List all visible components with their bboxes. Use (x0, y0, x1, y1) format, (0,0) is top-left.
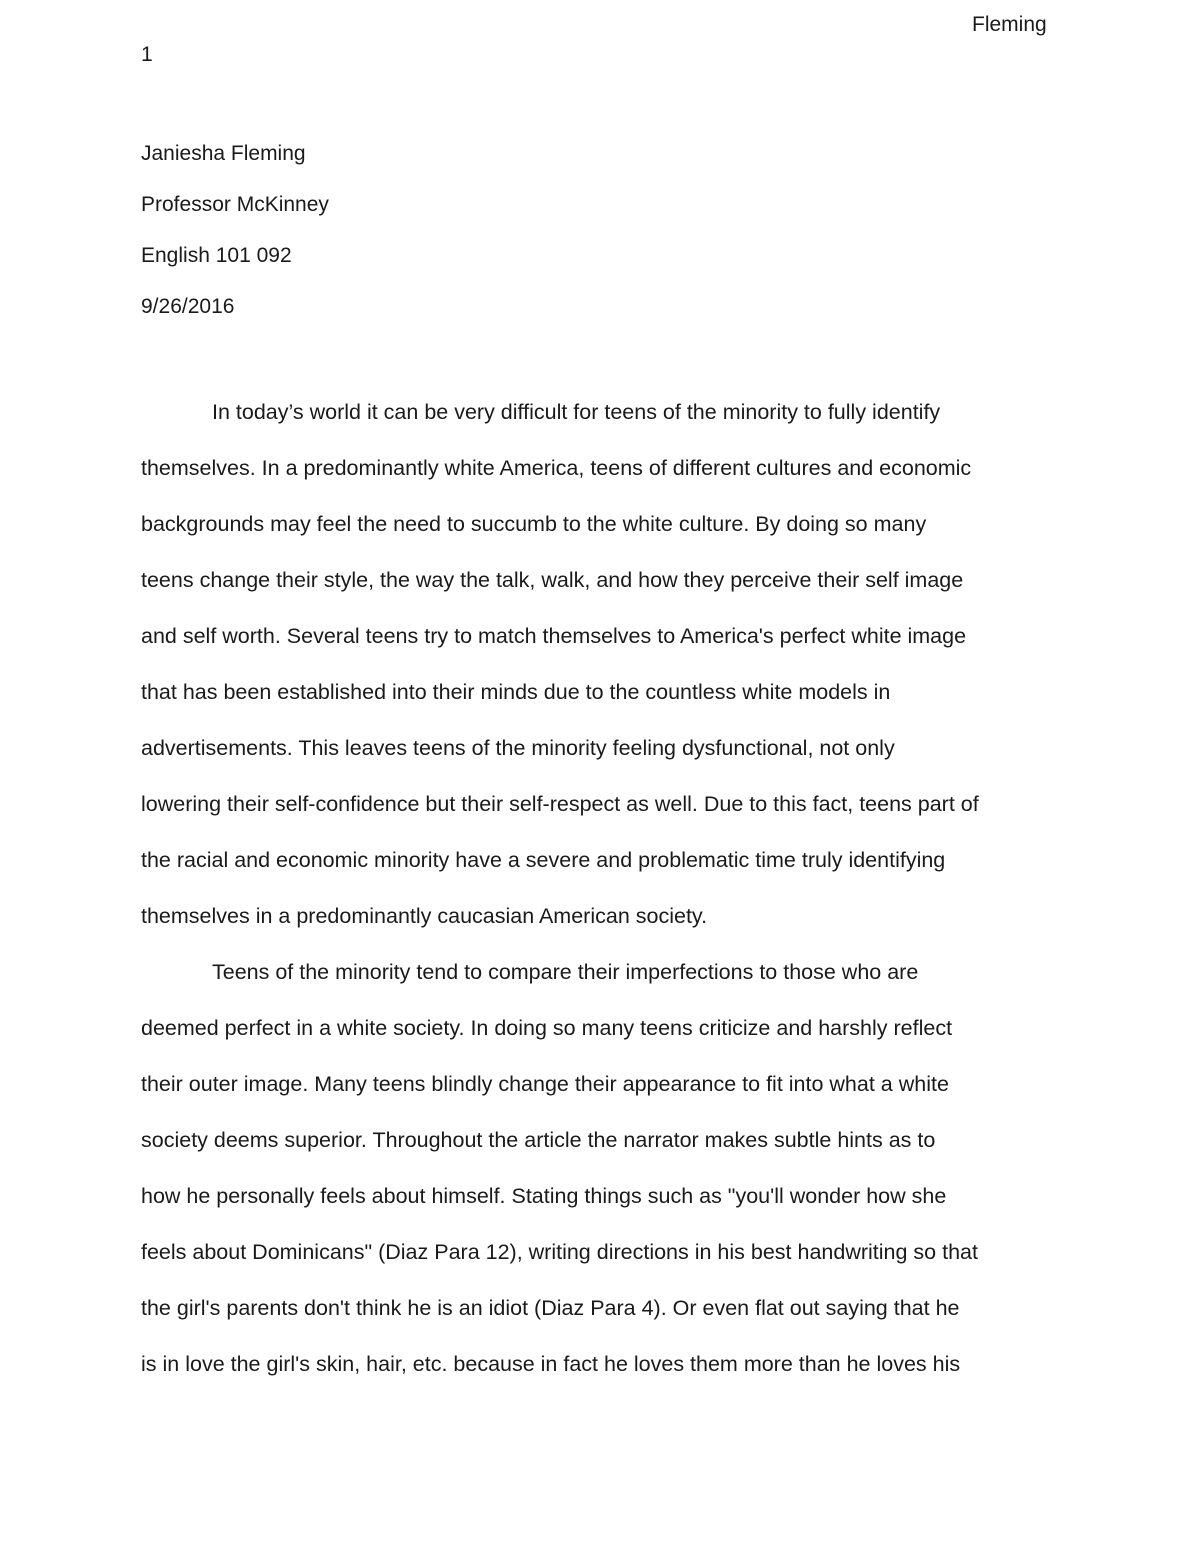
paragraph-1-line: backgrounds may feel the need to succumb to the white culture. By doing so many (141, 512, 927, 536)
page-number: 1 (141, 43, 153, 66)
professor-name: Professor McKinney (141, 193, 329, 216)
paragraph-1-line: teens change their style, the way the talk, walk, and how they perceive their self image (141, 568, 964, 592)
paragraph-2-line: the girl's parents don't think he is an idiot (Diaz Para 4). Or even flat out saying that he (141, 1296, 960, 1320)
paragraph-1-line: and self worth. Several teens try to match themselves to America's perfect white image (141, 624, 967, 648)
student-name: Janiesha Fleming (141, 142, 306, 165)
essay-body (141, 398, 1081, 1406)
paragraph-2-line: is in love the girl's skin, hair, etc. because in fact he loves them more than he loves his (141, 1352, 961, 1376)
paragraph-1-line: themselves in a predominantly caucasian American society. (141, 904, 708, 928)
paragraph-2-line: their outer image. Many teens blindly change their appearance to fit into what a white (141, 1072, 949, 1096)
paragraph-2-line: society deems superior. Throughout the article the narrator makes subtle hints as to (141, 1128, 936, 1152)
paragraph-1-line: themselves. In a predominantly white America, teens of different cultures and economic (141, 456, 972, 480)
paragraph-1-line: lowering their self-confidence but their self-respect as well. Due to this fact, teens part of (141, 792, 979, 816)
paragraph-1-line: advertisements. This leaves teens of the minority feeling dysfunctional, not only (141, 736, 895, 760)
course-name: English 101 092 (141, 244, 292, 267)
paragraph-1-line: that has been established into their minds due to the countless white models in (141, 680, 891, 704)
paragraph-1-line: the racial and economic minority have a severe and problematic time truly identifying (141, 848, 946, 872)
paragraph-2-line: deemed perfect in a white society. In doing so many teens criticize and harshly reflect (141, 1016, 953, 1040)
essay-date: 9/26/2016 (141, 295, 235, 318)
paragraph-2-line: Teens of the minority tend to compare their imperfections to those who are (212, 960, 919, 984)
running-header-name: Fleming (972, 13, 1047, 36)
paragraph-2-line: feels about Dominicans" (Diaz Para 12), writing directions in his best handwriting so that (141, 1240, 978, 1264)
mla-heading (141, 141, 1061, 345)
paragraph-1-line: In today’s world it can be very difficult for teens of the minority to fully identify (212, 400, 941, 424)
paragraph-2-line: how he personally feels about himself. Stating things such as "you'll wonder how she (141, 1184, 947, 1208)
